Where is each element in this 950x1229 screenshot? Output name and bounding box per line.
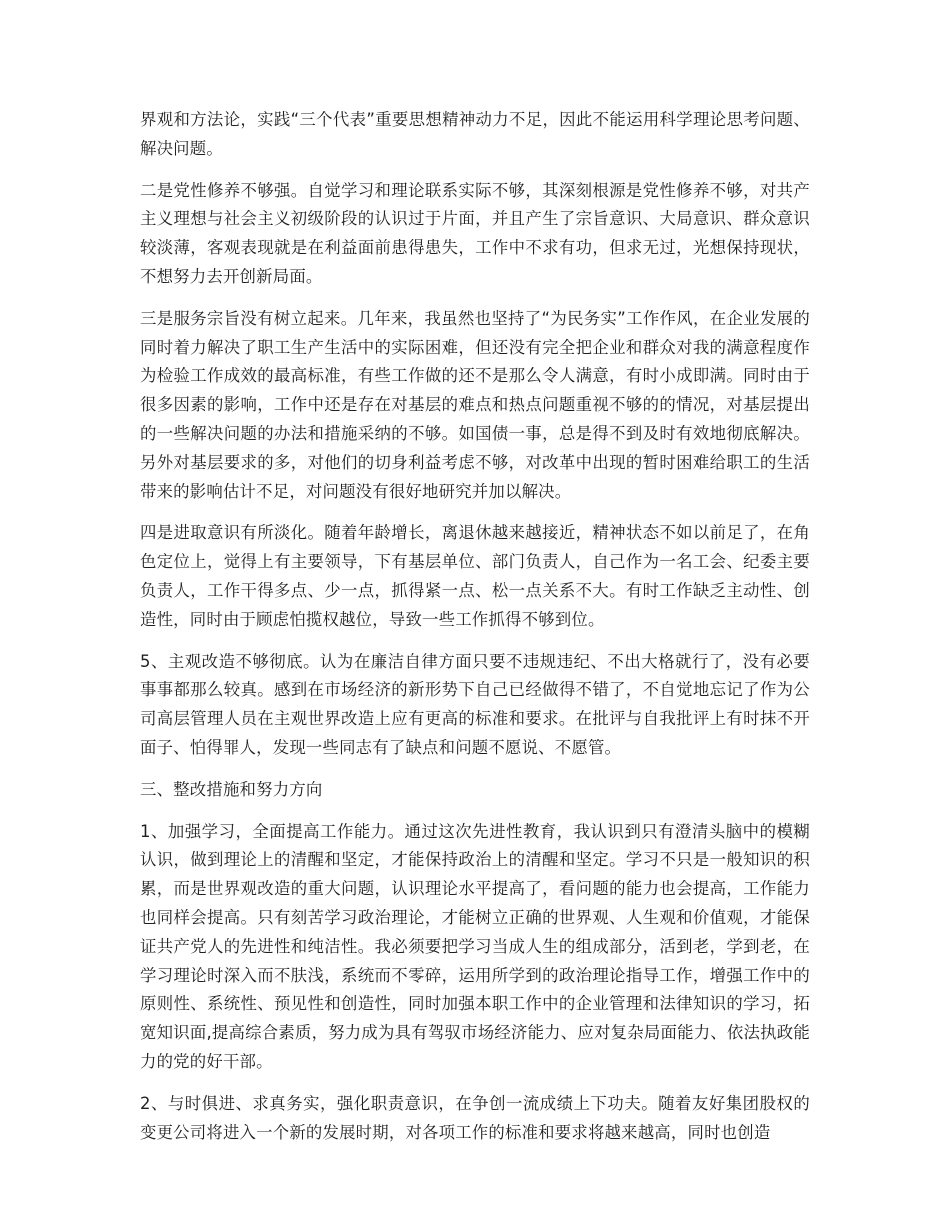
- paragraph-strengthen-learning: 1、加强学习，全面提高工作能力。通过这次先进性教育，我认识到只有澄清头脑中的模糊认识，做到理论上的清醒和坚定，才能保持政治上的清醒和坚定。学习不只是一般知识的积累，而是世界观改造的重大问题，认识理论水平提高了，看问题的能力也会提高，工作能力也同样会提高。只有刻苦学习政治理论，才能树立正确的世界观、人生观和价值观，才能保证共产党人的先进性和纯洁性。我必须要把学习当成人生的组成部分，活到老，学到老，在学习理论时深入而不肤浅，系统而不零碎，运用所学到的政治理论指导工作，增强工作中的原则性、系统性、预见性和创造性，同时加强本职工作中的企业管理和法律知识的学习，拓宽知识面,提高综合素质，努力成为具有驾驭市场经济能力、应对复杂局面能力、依法执政能力的党的好干部。: [140, 821, 810, 1071]
- section-heading-rectification: 三、整改措施和努力方向: [140, 779, 323, 799]
- document-page: [140, 106, 810, 1160]
- paragraph-service-purpose: 三是服务宗旨没有树立起来。几年来，我虽然也坚持了“为民务实”工作作风，在企业发展的同时着力解决了职工生产生活中的实际困难，但还没有完全把企业和群众对我的满意程度作为检验工作成效的最高标准，有些工作做的还不是那么令人满意，有时小成即满。同时由于很多因素的影响，工作中还是存在对基层的难点和热点问题重视不够的的情况，对基层提出的一些解决问题的办法和措施采纳的不够。如国债一事，总是得不到及时有效地彻底解决。另外对基层要求的多，对他们的切身利益考虑不够，对改革中出现的暂时困难给职工的生活带来的影响估计不足，对问题没有很好地研究并加以解决。: [140, 308, 810, 501]
- paragraph-party-spirit: 二是党性修养不够强。自觉学习和理论联系实际不够，其深刻根源是党性修养不够，对共产主义理想与社会主义初级阶段的认识过于片面，并且产生了宗旨意识、大局意识、群众意识较淡薄，客观表现就是在利益面前患得患失，工作中不求有功，但求无过，光想保持现状，不想努力去开创新局面。: [140, 180, 810, 286]
- paragraph-worldview-continuation: 界观和方法论，实践“三个代表”重要思想精神动力不足，因此不能运用科学理论思考问题、解决问题。: [140, 110, 810, 158]
- paragraph-keep-pace-with-times: 2、与时俱进、求真务实，强化职责意识，在争创一流成绩上下功夫。随着友好集团股权的变更公司将进入一个新的发展时期，对各项工作的标准和要求将越来越高，同时也创造: [140, 1093, 810, 1142]
- paragraph-subjective-reform: 5、主观改造不够彻底。认为在廉洁自律方面只要不违规违纪、不出大格就行了，没有必要事事都那么较真。感到在市场经济的新形势下自己已经做得不错了，不自觉地忘记了作为公司高层管理人员在主观世界改造上应有更高的标准和要求。在批评与自我批评上有时抹不开面子、怕得罪人，发现一些同志有了缺点和问题不愿说、不愿管。: [140, 651, 810, 757]
- paragraph-enterprising-spirit: 四是进取意识有所淡化。随着年龄增长，离退休越来越接近，精神状态不如以前足了，在角色定位上，觉得上有主要领导，下有基层单位、部门负责人，自己作为一名工会、纪委主要负责人，工作干得多点、少一点，抓得紧一点、松一点关系不大。有时工作缺乏主动性、创造性，同时由于顾虑怕揽权越位，导致一些工作抓得不够到位。: [140, 523, 810, 629]
